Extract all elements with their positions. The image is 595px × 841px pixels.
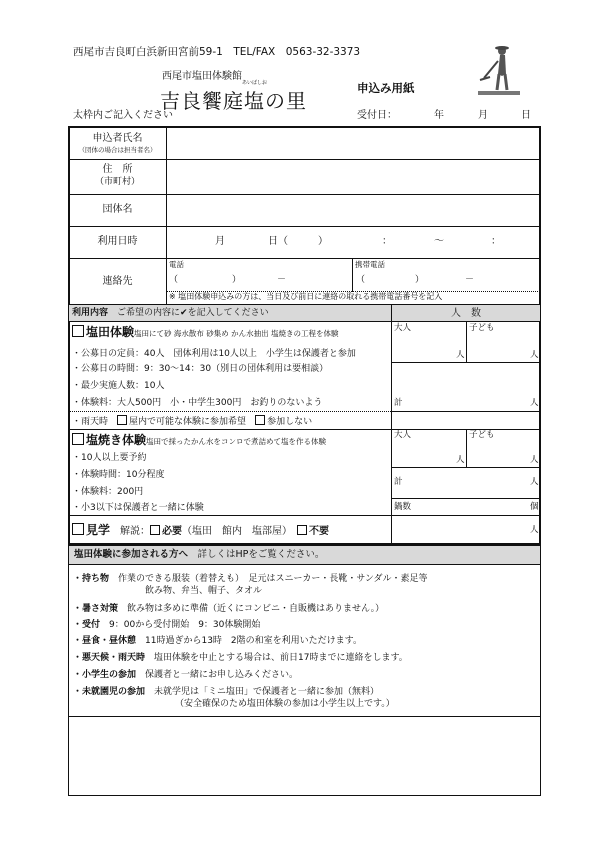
tour-noneed-label: 不要 (309, 526, 330, 537)
boil-total-label: 計 (394, 477, 403, 487)
mobile-paren-open: （ (356, 275, 366, 285)
applicant-label: 申込者氏名 (92, 133, 143, 144)
date-label: 利用日時 (97, 236, 138, 247)
content-header-label: 利用内容 (72, 308, 109, 318)
info-item-label: ・小学生の参加 (73, 670, 137, 680)
rain-skip-label: 参加しない (267, 417, 313, 427)
salt-adult-unit: 人 (456, 350, 465, 360)
info-header-note: 詳しくはHPをご覧ください。 (197, 549, 325, 560)
contact-label: 連絡先 (102, 276, 133, 287)
salt-child-unit: 人 (530, 350, 539, 360)
info-header (74, 550, 324, 561)
received-month: 月 (478, 110, 488, 121)
info-item-label: ・持ち物 (73, 574, 110, 584)
phone-dash: － (277, 275, 287, 285)
info-item-text: 飲み物、弁当、帽子、タオル (145, 586, 263, 596)
group-label: 団体名 (102, 204, 133, 215)
salt-child-label: 子ども (469, 323, 495, 333)
boil-child-label: 子ども (469, 430, 495, 440)
pots-label: 鍋数 (394, 502, 412, 512)
info-item-text: 飲み物は多めに準備（近くにコンビニ・自販機はありません。） (127, 604, 385, 614)
rain-label: ・雨天時 (72, 417, 109, 427)
applicant-field[interactable] (167, 128, 539, 158)
info-item-text: （安全確保のため塩田体験の参加は小学生以上です。） (175, 699, 395, 709)
tour-row (72, 523, 329, 538)
boil-item: ・体験料：200円 (72, 487, 144, 497)
facility-small: 西尾市塩田体験館 (162, 71, 242, 82)
boil-title: 塩焼き体験 (86, 433, 147, 447)
rain-indoor-checkbox[interactable] (117, 415, 127, 425)
end-colon: ： (491, 236, 501, 247)
tour-noneed-checkbox[interactable] (297, 525, 307, 535)
boil-adult-count[interactable] (392, 440, 465, 466)
content-header (72, 308, 269, 318)
info-item-label: ・受付 (73, 620, 101, 630)
received-label: 受付日： (357, 110, 397, 121)
info-item (73, 574, 428, 584)
info-item-label: ・悪天候・雨天時 (73, 653, 146, 663)
info-item-text: 9：00から受付開始 9：30体験開始 (109, 620, 261, 630)
info-item (73, 636, 362, 646)
info-item-text: 未就学児は「ミニ塩田」で保護者と一緒に参加（無料） (154, 687, 380, 697)
phone-label: 電話 (169, 260, 184, 269)
salt-desc: 塩田にて砂 海水散布 砂集め かん水抽出 塩焼きの工程を体験 (134, 329, 339, 338)
phone-paren-close: ） (232, 275, 242, 285)
info-item-text: 11時過ぎから13時 2階の和室を利用いただけます。 (145, 636, 362, 646)
salt-item: ・最少実施人数：10人 (72, 381, 165, 391)
received-year: 年 (434, 110, 444, 121)
boil-adult-label: 大人 (394, 430, 412, 440)
info-item (73, 620, 260, 630)
boil-desc: 塩田で採ったかん水をコンロで煮詰めて塩を作る体験 (146, 437, 327, 446)
start-colon: ： (382, 236, 392, 247)
date-day: 日（ ） (268, 236, 328, 247)
tour-title: 見学 (86, 523, 111, 537)
form-title: 申込み用紙 (357, 81, 415, 95)
contact-note: ※ 塩田体験申込みの方は、当日及び前日に連絡の取れる携帯電話番号を記入 (169, 292, 443, 301)
applicant-note: （団体の場合は担当者名） (78, 146, 157, 154)
salt-item: ・体験料：大人500円 小・中学生300円 お釣りのないよう (72, 398, 323, 408)
date-tilde: ～ (434, 236, 444, 247)
info-item (73, 670, 298, 680)
salt-adult-label: 大人 (394, 323, 412, 333)
salt-child-count[interactable] (467, 333, 539, 361)
info-item (145, 586, 262, 596)
tour-explain-label: 解説： (120, 526, 151, 537)
boil-child-unit: 人 (530, 455, 539, 465)
phone-field[interactable] (167, 270, 351, 290)
boil-item: ・10人以上要予約 (72, 453, 147, 463)
info-item (73, 687, 379, 697)
boil-title-row (72, 433, 326, 448)
info-item (73, 653, 408, 663)
phone-paren-open: （ (169, 275, 179, 285)
info-header-title: 塩田体験に参加される方へ (74, 549, 189, 560)
address-label: 住 所 (102, 164, 133, 175)
tour-need-label: 必要 (162, 526, 183, 537)
boil-child-count[interactable] (467, 440, 539, 466)
rain-indoor-label: 屋内で可能な体験に参加希望 (129, 417, 247, 427)
salt-total-unit: 人 (530, 398, 539, 408)
salt-total-label: 計 (394, 398, 403, 408)
boil-item: ・小3以下は保護者と一緒に体験 (72, 503, 204, 513)
salt-item: ・公募日の時間：9：30～14：30（別日の団体利用は要相談） (72, 364, 329, 374)
address-note: （市町村） (94, 177, 140, 187)
boil-checkbox[interactable] (72, 433, 84, 445)
info-item-label: ・未就園児の参加 (73, 687, 146, 697)
tour-need-checkbox[interactable] (150, 525, 160, 535)
tour-places: （塩田 館内 塩部屋） (182, 526, 288, 537)
salt-farmer-illustration (478, 44, 520, 99)
salt-title-row (72, 325, 339, 340)
salt-checkbox[interactable] (72, 325, 84, 337)
info-item-text: 塩田体験を中止とする場合は、前日17時までに連絡をします。 (154, 653, 408, 663)
info-item-label: ・暑さ対策 (73, 604, 119, 614)
info-item-text: 作業のできる服装（着替えも） 足元はスニーカー・長靴・サンダル・素足等 (118, 574, 428, 584)
salt-adult-count[interactable] (392, 333, 465, 361)
rain-row (72, 415, 312, 427)
mobile-field[interactable] (353, 270, 539, 290)
rain-skip-checkbox[interactable] (255, 415, 265, 425)
boil-adult-unit: 人 (456, 455, 465, 465)
received-day: 日 (521, 110, 531, 121)
boil-item: ・体験時間：10分程度 (72, 470, 165, 480)
salt-item: ・公募日の定員：40人 団体利用は10人以上 小学生は保護者と参加 (72, 349, 356, 359)
tour-checkbox[interactable] (72, 523, 84, 535)
salt-title: 塩田体験 (86, 325, 135, 339)
address-field[interactable] (167, 160, 539, 193)
boil-total-unit: 人 (530, 477, 539, 487)
pots-unit: 個 (530, 502, 539, 512)
mobile-label: 携帯電話 (355, 260, 385, 269)
group-field[interactable] (167, 195, 539, 225)
info-item (175, 699, 395, 709)
facility-name: 吉良饗庭塩の里 (160, 89, 307, 113)
facility-ruby: あいばしお (242, 80, 268, 86)
mobile-paren-close: ） (415, 275, 425, 285)
fill-note: 太枠内ご記入ください (73, 110, 173, 121)
content-header-note: ご希望の内容に✔を記入してください (117, 308, 269, 318)
tour-unit: 人 (530, 525, 539, 535)
date-month: 月 (215, 236, 225, 247)
people-header: 人 数 (451, 308, 481, 319)
info-item (73, 604, 384, 614)
info-item-label: ・昼食・昼休憩 (73, 636, 137, 646)
mobile-dash: － (465, 275, 475, 285)
info-item-text: 保護者と一緒にお申し込みください。 (145, 670, 299, 680)
address-line: 西尾市吉良町白浜新田宮前59-1 TEL/FAX 0563-32-3373 (73, 46, 361, 58)
